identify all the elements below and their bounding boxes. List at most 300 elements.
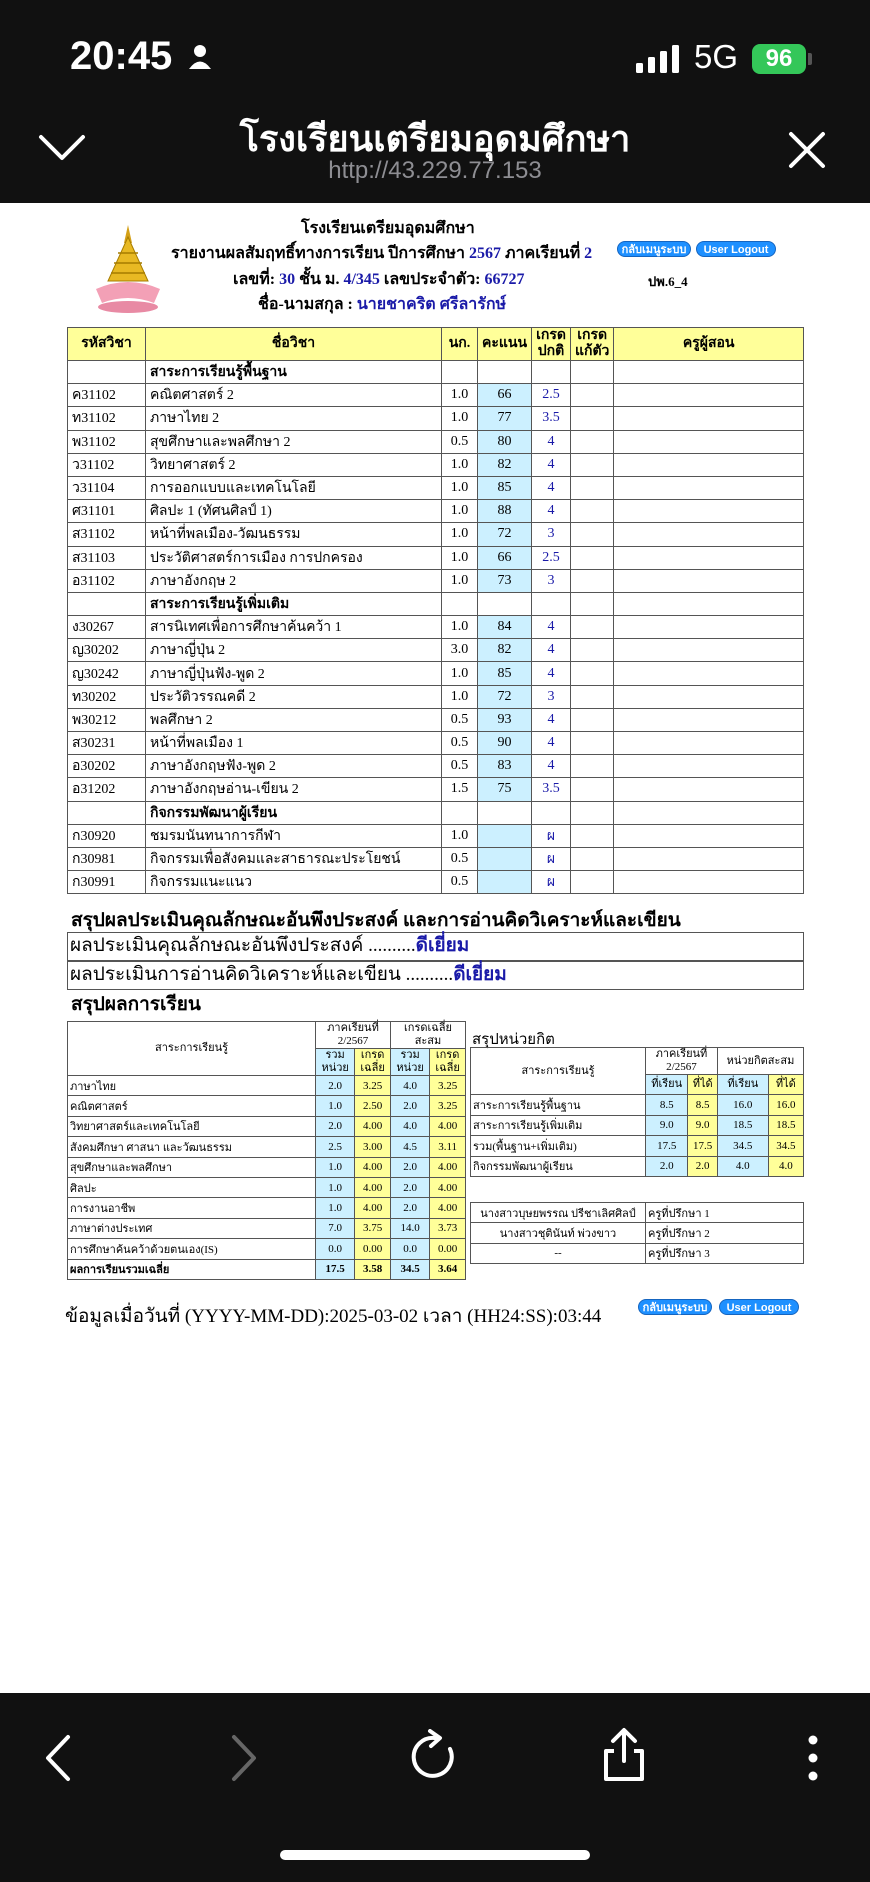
credits-acc-taken: 34.5 [717,1136,768,1156]
summary-area: คณิตศาสตร์ [68,1096,316,1116]
summary-col-gpa [355,1049,391,1076]
subject-row [68,546,804,569]
subject-regrade [570,778,613,801]
summary-acc-gpa: 3.25 [430,1096,466,1116]
subject-code: ส30231 [68,732,146,755]
credits-col-earned: ที่ได้ [688,1075,717,1095]
summary-area: ภาษาไทย [68,1076,316,1096]
section-empty-cell [614,361,804,384]
subject-name: ภาษาอังกฤษฟัง-พูด 2 [146,755,442,778]
credits-taken: 9.0 [646,1115,688,1135]
form-code: ปพ.6_4 [648,274,688,289]
summary-acc-gpa: 3.73 [430,1218,466,1238]
battery-tip [808,53,812,65]
summary-area: ภาษาต่างประเทศ [68,1218,316,1238]
summary-acc-l1: เกรดเฉลี่ย [404,1022,452,1034]
credits-area: รวม(พื้นฐาน+เพิ่มเติม) [471,1136,646,1156]
summary-units: 2.5 [316,1137,355,1157]
data-timestamp: ข้อมูลเมื่อวันที่ (YYYY-MM-DD):2025-03-02 เวลา (HH24:SS):03:44 [65,1306,602,1327]
col-grade [532,328,571,361]
subject-name: ประวัติวรรณคดี 2 [146,685,442,708]
report-title [171,241,592,266]
summary-gpa-l2: เฉลี่ย [360,1062,385,1074]
subject-row [68,500,804,523]
summary-col-units [316,1049,355,1076]
credits-acc-taken: 18.5 [717,1115,768,1135]
section-empty-cell [570,801,613,824]
subject-regrade [570,871,613,894]
page-url[interactable]: http://43.229.77.153 [328,157,542,184]
summary-units-l2: หน่วย [321,1062,349,1074]
summary-acc-gpa: 4.00 [430,1116,466,1136]
credits-row [471,1136,804,1156]
subject-regrade [570,546,613,569]
term-label: ภาคเรียนที่ [504,245,581,262]
section-code-cell [68,801,146,824]
subject-name: ประวัติศาสตร์การเมือง การปกครอง [146,546,442,569]
subject-teacher [614,523,804,546]
subject-code: ก30920 [68,824,146,847]
subject-grade: ผ [532,824,571,847]
report-page [0,203,870,1693]
subject-grade: 4 [532,476,571,499]
subject-credit: 3.0 [442,639,478,662]
advisors-table [470,1202,804,1264]
summary-acc-l2: สะสม [414,1035,442,1047]
subject-teacher [614,755,804,778]
subject-score: 90 [478,732,532,755]
subject-code: ญ30202 [68,639,146,662]
subject-score: 82 [478,453,532,476]
summary-acc-gpa: 4.00 [430,1198,466,1218]
subject-regrade [570,824,613,847]
subject-code: พ30212 [68,708,146,731]
summary-col-acc [390,1022,465,1049]
summary-gpa: 2.50 [355,1096,391,1116]
subject-score: 75 [478,778,532,801]
subject-teacher [614,662,804,685]
credits-acc-earned: 16.0 [768,1095,803,1115]
browser-header [0,95,870,203]
subject-regrade [570,847,613,870]
summary-body [68,1076,466,1280]
summary-units: 1.0 [316,1096,355,1116]
subject-credit: 1.0 [442,476,478,499]
evaluation-title: สรุปผลประเมินคุณลักษณะอันพึงประสงค์ และการอ่านคิดวิเคราะห์และเขียน [71,910,681,931]
subject-code: อ31202 [68,778,146,801]
subject-score: 72 [478,523,532,546]
subject-row [68,430,804,453]
subject-name: คณิตศาสตร์ 2 [146,384,442,407]
col-regrade-l1: เกรด [577,328,608,343]
credits-acc-taken: 4.0 [717,1156,768,1176]
credits-col-taken: ที่เรียน [646,1075,688,1095]
col-score: คะแนน [478,328,532,361]
summary-gpa: 3.00 [355,1137,391,1157]
subject-name: สารนิเทศเพื่อการศึกษาค้นคว้า 1 [146,616,442,639]
section-empty-cell [532,801,571,824]
page-title: โรงเรียนเตรียมอุดมศึกษา [239,119,631,160]
subject-score: 82 [478,639,532,662]
student-info [233,267,525,292]
section-empty-cell [570,361,613,384]
subject-score: 66 [478,384,532,407]
reading-evaluation [67,961,804,990]
subject-score: 80 [478,430,532,453]
summary-gpa: 0.00 [355,1239,391,1259]
subject-row [68,847,804,870]
summary-gpa: 4.00 [355,1198,391,1218]
credits-earned: 2.0 [688,1156,717,1176]
credits-col-term [646,1048,718,1075]
subject-grade: 4 [532,453,571,476]
col-grade-l2: ปกติ [537,344,565,359]
advisor-row [471,1223,804,1243]
subject-regrade [570,662,613,685]
close-icon[interactable] [788,131,826,169]
subject-credit: 0.5 [442,847,478,870]
credits-earned: 9.0 [688,1115,717,1135]
subject-credit: 0.5 [442,732,478,755]
subject-grade: 4 [532,500,571,523]
subject-score: 85 [478,662,532,685]
subject-name: หน้าที่พลเมือง-วัฒนธรรม [146,523,442,546]
subject-grade: 3 [532,685,571,708]
subject-name: หน้าที่พลเมือง 1 [146,732,442,755]
report-title-prefix: รายงานผลสัมฤทธิ์ทางการเรียน ปีการศึกษา [171,245,465,262]
subject-score: 93 [478,708,532,731]
subject-score [478,824,532,847]
logout-button[interactable]: User Logout [696,241,776,257]
summary-row [68,1198,466,1218]
subject-teacher [614,824,804,847]
subject-grade: 3.5 [532,778,571,801]
summary-acc-units: 4.0 [390,1116,429,1136]
summary-area: สังคมศึกษา ศาสนา และวัฒนธรรม [68,1137,316,1157]
subject-name: ศิลปะ 1 (ทัศนศิลป์ 1) [146,500,442,523]
subject-name: สุขศึกษาและพลศึกษา 2 [146,430,442,453]
summary-area: ศิลปะ [68,1177,316,1197]
home-indicator[interactable] [280,1850,590,1860]
subject-grade: 3.5 [532,407,571,430]
summary-acc-units: 2.0 [390,1096,429,1116]
advisor-role: ครูที่ปรึกษา 3 [646,1243,804,1263]
subject-row [68,708,804,731]
forward-arrow-icon[interactable] [230,1733,260,1783]
summary-row [68,1157,466,1177]
student-name: นายชาคริต ศรีลารักษ์ [356,296,507,313]
subject-code: อ30202 [68,755,146,778]
col-code: รหัสวิชา [68,328,146,361]
advisor-row [471,1243,804,1263]
credits-body [471,1095,804,1177]
summary-acc-units: 2.0 [390,1157,429,1177]
summary-total-acc-units: 34.5 [390,1259,429,1279]
subject-teacher [614,778,804,801]
credits-taken: 17.5 [646,1136,688,1156]
summary-acc-units: 2.0 [390,1198,429,1218]
summary-col-acc-units [390,1049,429,1076]
status-bar [0,0,870,95]
subject-regrade [570,616,613,639]
network-type: 5G [694,38,739,75]
summary-acc-gpa: 3.25 [430,1076,466,1096]
summary-units: 0.0 [316,1239,355,1259]
subject-regrade [570,407,613,430]
credits-term-l2: 2/2567 [666,1061,697,1073]
summary-total-gpa: 3.58 [355,1259,391,1279]
subject-name: ภาษาอังกฤษอ่าน-เขียน 2 [146,778,442,801]
subject-credit: 1.0 [442,453,478,476]
summary-area: วิทยาศาสตร์และเทคโนโลยี [68,1116,316,1136]
subject-credit: 1.0 [442,523,478,546]
subject-row [68,384,804,407]
summary-row [68,1096,466,1116]
share-icon[interactable] [602,1727,646,1783]
credits-area: สาระการเรียนรู้พื้นฐาน [471,1095,646,1115]
col-credit: นก. [442,328,478,361]
summary-acc-units-l1: รวม [400,1049,420,1061]
characteristics-evaluation [67,932,804,961]
summary-total-row [68,1259,466,1279]
summary-units: 1.0 [316,1157,355,1177]
reading-value: ดีเยี่ยม [453,964,507,985]
subject-teacher [614,546,804,569]
subject-teacher [614,407,804,430]
summary-row [68,1137,466,1157]
subject-name: ภาษาญี่ปุ่นฟัง-พูด 2 [146,662,442,685]
credits-earned: 17.5 [688,1136,717,1156]
summary-table [67,1021,466,1280]
summary-row [68,1116,466,1136]
subject-code: ส31103 [68,546,146,569]
subject-grade: 4 [532,708,571,731]
subject-name: ภาษาญี่ปุ่น 2 [146,639,442,662]
subject-code: ก30981 [68,847,146,870]
summary-acc-gpa: 4.00 [430,1177,466,1197]
summary-acc-gpa-l1: เกรด [435,1049,460,1061]
credits-acc-earned: 4.0 [768,1156,803,1176]
section-empty-cell [478,361,532,384]
subject-teacher [614,500,804,523]
subject-regrade [570,384,613,407]
subject-credit: 1.0 [442,569,478,592]
subject-grade: 2.5 [532,384,571,407]
subject-teacher [614,639,804,662]
subject-grade: 2.5 [532,546,571,569]
summary-acc-units: 0.0 [390,1239,429,1259]
reading-label: ผลประเมินการอ่านคิดวิเคราะห์และเขียน .......... [70,964,454,985]
subject-row [68,453,804,476]
advisor-row [471,1203,804,1223]
subject-row [68,732,804,755]
subject-grade: 4 [532,616,571,639]
subject-regrade [570,708,613,731]
advisor-role: ครูที่ปรึกษา 1 [646,1203,804,1223]
subject-row [68,616,804,639]
subject-row [68,662,804,685]
summary-acc-units-l2: หน่วย [396,1062,424,1074]
credits-col-acc: หน่วยกิตสะสม [717,1048,803,1075]
credits-acc-taken: 16.0 [717,1095,768,1115]
subject-code: ว31102 [68,453,146,476]
subject-grade: 4 [532,639,571,662]
section-code-cell [68,592,146,615]
section-empty-cell [442,361,478,384]
signal-icon [636,45,680,73]
subject-name: วิทยาศาสตร์ 2 [146,453,442,476]
subject-name: กิจกรรมแนะแนว [146,871,442,894]
subject-code: อ31102 [68,569,146,592]
subject-code: ญ30242 [68,662,146,685]
subject-credit: 0.5 [442,755,478,778]
subject-teacher [614,616,804,639]
subject-regrade [570,755,613,778]
col-regrade [570,328,613,361]
subject-code: ค31102 [68,384,146,407]
subject-row [68,476,804,499]
credits-row [471,1115,804,1135]
col-grade-l1: เกรด [536,328,566,343]
term-number: 2 [584,245,593,262]
section-code-cell [68,361,146,384]
section-empty-cell [570,592,613,615]
subject-credit: 0.5 [442,871,478,894]
summary-gpa: 4.00 [355,1116,391,1136]
summary-acc-gpa: 4.00 [430,1157,466,1177]
credits-term-l1: ภาคเรียนที่ [655,1048,708,1060]
back-arrow-icon[interactable] [42,1733,72,1783]
advisor-name: นางสาวบุษยพรรณ ปรีชาเลิศศิลป์ [471,1203,646,1223]
section-empty-cell [614,801,804,824]
reload-icon[interactable] [410,1729,460,1783]
subject-grade: 4 [532,430,571,453]
grades-table [67,327,804,894]
subject-code: ส31102 [68,523,146,546]
student-name-line [258,292,506,317]
summary-acc-units: 2.0 [390,1177,429,1197]
section-empty-cell [614,592,804,615]
credits-acc-earned: 18.5 [768,1115,803,1135]
summary-col-acc-gpa [430,1049,466,1076]
subject-score: 88 [478,500,532,523]
subject-teacher [614,569,804,592]
subject-credit: 1.0 [442,500,478,523]
summary-row [68,1177,466,1197]
section-row [68,592,804,615]
summary-area: การศึกษาค้นคว้าด้วยตนเอง(IS) [68,1239,316,1259]
summary-acc-units: 4.0 [390,1076,429,1096]
subject-regrade [570,453,613,476]
summary-row [68,1076,466,1096]
credits-table [470,1047,804,1177]
subject-credit: 0.5 [442,430,478,453]
subject-row [68,569,804,592]
grades-header-row [68,328,804,361]
subject-code: ง30267 [68,616,146,639]
summary-area: สุขศึกษาและพลศึกษา [68,1157,316,1177]
summary-acc-gpa: 0.00 [430,1239,466,1259]
back-to-menu-button[interactable]: กลับเมนูระบบ [617,241,691,257]
subject-row [68,871,804,894]
subject-credit: 1.5 [442,778,478,801]
logout-button-bottom[interactable]: User Logout [719,1299,799,1315]
subject-credit: 1.0 [442,546,478,569]
subject-credit: 1.0 [442,662,478,685]
advisor-role: ครูที่ปรึกษา 2 [646,1223,804,1243]
name-label: ชื่อ-นามสกุล : [258,296,353,313]
section-empty-cell [532,361,571,384]
id-label: เลขประจำตัว: [383,271,481,288]
summary-acc-units: 14.0 [390,1218,429,1238]
characteristics-label: ผลประเมินคุณลักษณะอันพึงประสงค์ .......... [70,935,416,956]
subject-name: ภาษาอังกฤษ 2 [146,569,442,592]
school-emblem-icon [88,223,168,315]
subject-regrade [570,476,613,499]
credits-area: สาระการเรียนรู้เพิ่มเติม [471,1115,646,1135]
subject-credit: 1.0 [442,384,478,407]
summary-units: 1.0 [316,1177,355,1197]
subject-code: ท30202 [68,685,146,708]
col-teacher: ครูผู้สอน [614,328,804,361]
summary-acc-units: 4.5 [390,1137,429,1157]
subject-row [68,685,804,708]
subject-grade: 4 [532,662,571,685]
credits-col-acc-taken: ที่เรียน [717,1075,768,1095]
summary-term-l2: 2/2567 [337,1035,369,1047]
subject-teacher [614,384,804,407]
subject-score: 83 [478,755,532,778]
class-room: 4/345 [343,271,380,288]
student-id: 66727 [484,271,525,288]
section-title: สาระการเรียนรู้เพิ่มเติม [146,592,442,615]
subject-row [68,778,804,801]
section-empty-cell [532,592,571,615]
summary-acc-gpa-l2: เฉลี่ย [435,1062,460,1074]
subject-grade: ผ [532,847,571,870]
credits-title: สรุปหน่วยกิต [472,1032,555,1048]
credits-taken: 2.0 [646,1156,688,1176]
credits-head-row-1 [471,1048,804,1075]
subject-score [478,847,532,870]
summary-units-l1: รวม [325,1049,345,1061]
grades-body [68,361,804,894]
subject-name: ภาษาไทย 2 [146,407,442,430]
section-title: กิจกรรมพัฒนาผู้เรียน [146,801,442,824]
summary-gpa: 3.75 [355,1218,391,1238]
subject-teacher [614,453,804,476]
summary-head-row-1 [68,1022,466,1049]
subject-code: ว31104 [68,476,146,499]
more-icon[interactable] [806,1733,820,1783]
person-icon [188,44,212,70]
subject-regrade [570,430,613,453]
summary-units: 2.0 [316,1116,355,1136]
subject-score: 73 [478,569,532,592]
summary-col-area: สาระการเรียนรู้ [68,1022,316,1076]
subject-code: ท31102 [68,407,146,430]
subject-regrade [570,685,613,708]
characteristics-value: ดีเยี่ยม [415,935,470,956]
subject-credit: 1.0 [442,824,478,847]
summary-units: 2.0 [316,1076,355,1096]
summary-gpa-l1: เกรด [360,1049,385,1061]
subject-grade: 3 [532,569,571,592]
back-to-menu-button-bottom[interactable]: กลับเมนูระบบ [638,1299,712,1315]
subject-row [68,755,804,778]
subject-regrade [570,639,613,662]
summary-acc-gpa: 3.11 [430,1137,466,1157]
